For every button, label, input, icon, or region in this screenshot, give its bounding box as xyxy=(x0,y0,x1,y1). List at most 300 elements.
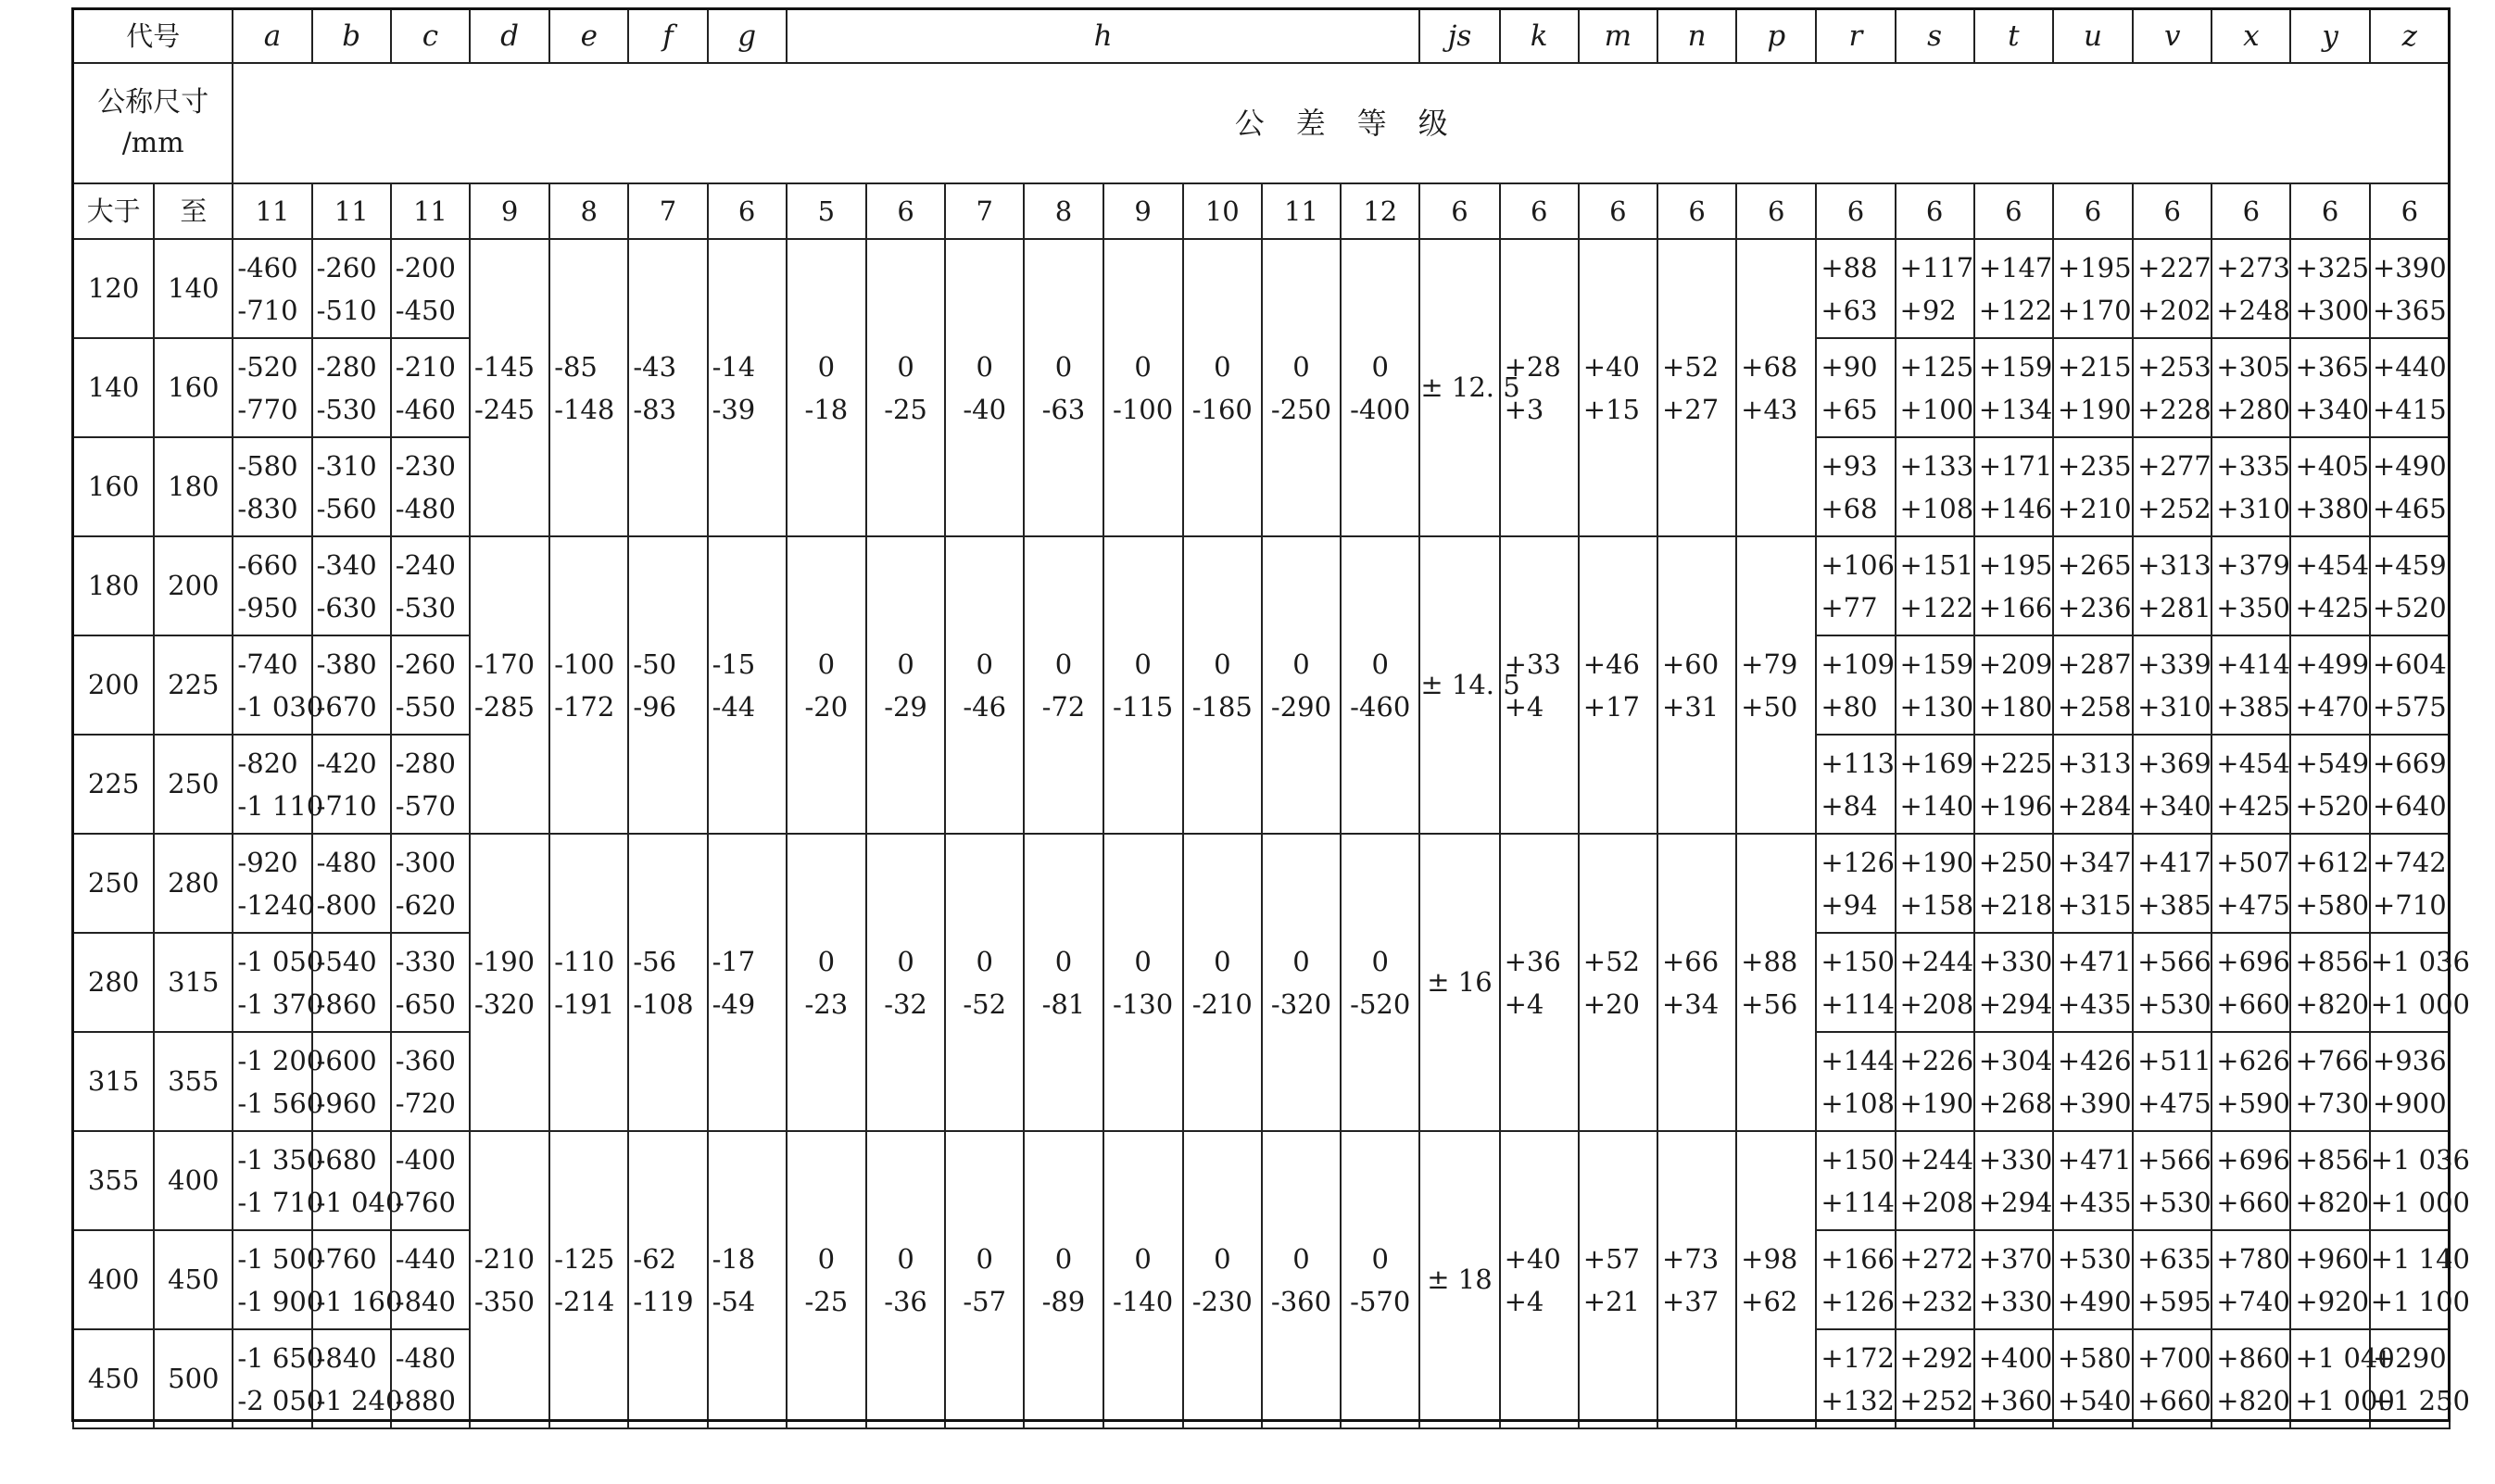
code-n: n xyxy=(1657,9,1736,63)
lower-deviation: +126 xyxy=(1821,1285,1895,1317)
lower-deviation: -770 xyxy=(237,393,298,425)
lower-deviation: -39 xyxy=(712,393,756,425)
upper-deviation: +126 xyxy=(1821,846,1895,878)
deviation-z xyxy=(2370,1329,2470,1428)
lower-deviation: +196 xyxy=(1978,789,2053,822)
deviation-b xyxy=(312,635,391,735)
upper-deviation: +369 xyxy=(2137,747,2211,779)
deviation-y xyxy=(2290,834,2369,933)
upper-deviation: +454 xyxy=(2216,747,2290,779)
lower-deviation: +166 xyxy=(1978,591,2053,623)
lower-deviation: +100 xyxy=(1899,393,1974,425)
tolerance-grade-caption xyxy=(233,63,2450,183)
deviation-n xyxy=(1657,239,1736,536)
upper-deviation: +227 xyxy=(2137,251,2211,283)
upper-deviation: -460 xyxy=(237,251,298,283)
lower-deviation: -25 xyxy=(884,393,927,425)
lower-deviation: +820 xyxy=(2216,1384,2290,1416)
code-row xyxy=(73,9,2450,63)
lower-deviation: +146 xyxy=(1978,492,2053,524)
lower-deviation: +575 xyxy=(2373,690,2447,723)
lower-deviation: -350 xyxy=(473,1285,536,1317)
lower-deviation: +31 xyxy=(1661,690,1720,723)
deviation-t xyxy=(1974,239,2053,338)
lower-deviation: -285 xyxy=(473,690,536,723)
deviation-z xyxy=(2370,735,2450,834)
deviation-t xyxy=(1974,1131,2053,1230)
deviation-a xyxy=(233,338,311,437)
deviation-h11 xyxy=(1262,536,1341,834)
lower-deviation: +114 xyxy=(1821,1186,1895,1218)
grade-cell: 6 xyxy=(2211,183,2290,239)
deviation-x xyxy=(2211,1230,2290,1329)
deviation-m xyxy=(1579,1131,1657,1428)
lower-deviation: +540 xyxy=(2057,1384,2132,1416)
code-r: r xyxy=(1816,9,1895,63)
upper-deviation: 0 xyxy=(1371,1242,1389,1275)
upper-deviation: +700 xyxy=(2137,1341,2211,1374)
lower-deviation: +385 xyxy=(2137,888,2211,921)
upper-deviation: 0 xyxy=(817,945,836,977)
lower-deviation: +340 xyxy=(2295,393,2370,425)
upper-deviation: 0 xyxy=(1214,1242,1231,1275)
upper-deviation: +195 xyxy=(1978,548,2053,581)
lower-deviation: +268 xyxy=(1978,1087,2053,1119)
upper-deviation: +66 xyxy=(1661,945,1720,977)
upper-deviation: -100 xyxy=(554,648,615,680)
deviation-c xyxy=(391,735,470,834)
deviation-y xyxy=(2290,1230,2369,1329)
deviation-v xyxy=(2133,834,2211,933)
lower-deviation: +740 xyxy=(2216,1285,2290,1317)
upper-deviation: +417 xyxy=(2137,846,2211,878)
deviation-a xyxy=(233,635,324,735)
lower-deviation: +390 xyxy=(2057,1087,2132,1119)
deviation-x xyxy=(2211,1032,2290,1131)
lower-deviation: +37 xyxy=(1661,1285,1720,1317)
deviation-d xyxy=(470,1131,549,1428)
upper-deviation: -15 xyxy=(712,648,756,680)
upper-deviation: +856 xyxy=(2295,1143,2370,1176)
deviation-n xyxy=(1657,1131,1736,1428)
lower-deviation: +132 xyxy=(1821,1384,1895,1416)
lower-deviation: -29 xyxy=(884,690,927,723)
code-k: k xyxy=(1500,9,1579,63)
lower-deviation: -96 xyxy=(633,690,677,723)
upper-deviation: 0 xyxy=(897,350,914,383)
upper-deviation: 0 xyxy=(976,350,993,383)
code-p: p xyxy=(1736,9,1816,63)
upper-deviation: 0 xyxy=(1054,350,1073,383)
deviation-h8 xyxy=(1024,536,1103,834)
deviation-c xyxy=(391,239,470,338)
lower-deviation: +80 xyxy=(1821,690,1878,723)
upper-deviation: 0 xyxy=(817,1242,836,1275)
deviation-t xyxy=(1974,338,2053,437)
deviation-e xyxy=(549,1131,628,1428)
lower-deviation: +1 000 xyxy=(2370,1186,2470,1218)
upper-deviation: +88 xyxy=(1821,251,1878,283)
upper-deviation: +580 xyxy=(2057,1341,2132,1374)
lower-deviation: +310 xyxy=(2137,690,2211,723)
lower-deviation: +280 xyxy=(2216,393,2290,425)
upper-deviation: -145 xyxy=(473,350,536,383)
deviation-e xyxy=(549,239,628,536)
deviation-b xyxy=(312,933,391,1032)
deviation-y xyxy=(2290,635,2369,735)
upper-deviation: +150 xyxy=(1821,945,1895,977)
lower-deviation: +77 xyxy=(1821,591,1878,623)
deviation-t xyxy=(1974,735,2053,834)
deviation-h8 xyxy=(1024,834,1103,1131)
size-to: 355 xyxy=(154,1032,233,1131)
code-js: js xyxy=(1419,9,1499,63)
to-label: 至 xyxy=(154,183,233,239)
deviation-h10 xyxy=(1183,1131,1262,1428)
upper-deviation: 0 xyxy=(976,1242,993,1275)
upper-deviation: 0 xyxy=(1134,945,1152,977)
grade-cell: 12 xyxy=(1341,183,1419,239)
lower-deviation: +84 xyxy=(1821,789,1878,822)
upper-deviation: +379 xyxy=(2216,548,2290,581)
lower-deviation: +228 xyxy=(2137,393,2211,425)
grade-cell: 6 xyxy=(1500,183,1579,239)
deviation-v xyxy=(2133,1131,2211,1230)
upper-deviation: -210 xyxy=(473,1242,536,1275)
lower-deviation: -1 900 xyxy=(237,1285,324,1317)
upper-deviation: +33 xyxy=(1504,648,1561,680)
table-row xyxy=(73,239,2450,338)
grade-cell: 6 xyxy=(1974,183,2053,239)
deviation-r xyxy=(1816,437,1895,536)
lower-deviation: -36 xyxy=(884,1285,927,1317)
upper-deviation: -310 xyxy=(316,449,377,482)
lower-deviation: +134 xyxy=(1978,393,2053,425)
upper-deviation: -400 xyxy=(395,1143,456,1176)
lower-deviation: +530 xyxy=(2137,1186,2211,1218)
deviation-p xyxy=(1736,834,1816,1131)
upper-deviation: +215 xyxy=(2057,350,2132,383)
lower-deviation: -119 xyxy=(633,1285,694,1317)
upper-deviation: +1 040 xyxy=(2295,1341,2395,1374)
upper-deviation: +98 xyxy=(1741,1242,1798,1275)
lower-deviation: -81 xyxy=(1041,987,1086,1020)
deviation-h5 xyxy=(787,536,866,834)
lower-deviation: +475 xyxy=(2216,888,2290,921)
deviation-a xyxy=(233,933,324,1032)
lower-deviation: -49 xyxy=(712,987,756,1020)
size-to: 280 xyxy=(154,834,233,933)
deviation-js: ± 18 xyxy=(1419,1131,1499,1428)
lower-deviation: -214 xyxy=(554,1285,615,1317)
deviation-h10 xyxy=(1183,239,1262,536)
deviation-h10 xyxy=(1183,834,1262,1131)
deviation-h9 xyxy=(1103,1131,1183,1428)
deviation-y xyxy=(2290,1131,2369,1230)
grade-cell: 6 xyxy=(1579,183,1657,239)
deviation-k xyxy=(1500,1131,1579,1428)
lower-deviation: +108 xyxy=(1899,492,1974,524)
lower-deviation: +4 xyxy=(1504,987,1544,1020)
deviation-u xyxy=(2053,1329,2133,1428)
upper-deviation: +440 xyxy=(2373,350,2447,383)
grade-cell: 10 xyxy=(1183,183,1262,239)
upper-deviation: -920 xyxy=(237,846,298,878)
lower-deviation: +425 xyxy=(2295,591,2370,623)
lower-deviation: +252 xyxy=(1899,1384,1974,1416)
grade-cell: 11 xyxy=(312,183,391,239)
deviation-e xyxy=(549,536,628,834)
lower-deviation: -191 xyxy=(554,987,615,1020)
upper-deviation: +696 xyxy=(2216,1143,2290,1176)
deviation-h7 xyxy=(945,536,1024,834)
upper-deviation: +235 xyxy=(2057,449,2132,482)
upper-deviation: +339 xyxy=(2137,648,2211,680)
deviation-s xyxy=(1896,1032,1974,1131)
code-u: u xyxy=(2053,9,2133,63)
upper-deviation: +190 xyxy=(1899,846,1974,878)
lower-deviation: +94 xyxy=(1821,888,1878,921)
deviation-t xyxy=(1974,437,2053,536)
size-over: 250 xyxy=(73,834,154,933)
upper-deviation: +1 140 xyxy=(2370,1242,2470,1275)
lower-deviation: -860 xyxy=(316,987,377,1020)
lower-deviation: +252 xyxy=(2137,492,2211,524)
lower-deviation: +660 xyxy=(2216,987,2290,1020)
deviation-r xyxy=(1816,1131,1895,1230)
deviation-s xyxy=(1896,437,1974,536)
upper-deviation: -1 050 xyxy=(237,945,324,977)
size-to: 500 xyxy=(154,1329,233,1428)
code-v: v xyxy=(2133,9,2211,63)
upper-deviation: -125 xyxy=(554,1242,615,1275)
deviation-v xyxy=(2133,1230,2211,1329)
upper-deviation: +860 xyxy=(2216,1341,2290,1374)
grade-cell: 6 xyxy=(1419,183,1499,239)
deviation-b xyxy=(312,834,391,933)
deviation-h6 xyxy=(866,536,945,834)
lower-deviation: +190 xyxy=(2057,393,2132,425)
upper-deviation: -62 xyxy=(633,1242,677,1275)
code-label: 代号 xyxy=(73,9,233,63)
deviation-h5 xyxy=(787,239,866,536)
upper-deviation: -760 xyxy=(316,1242,377,1275)
lower-deviation: +435 xyxy=(2057,1186,2132,1218)
deviation-r xyxy=(1816,635,1895,735)
lower-deviation: -160 xyxy=(1191,393,1253,425)
upper-deviation: +151 xyxy=(1899,548,1974,581)
lower-deviation: -1 040 xyxy=(316,1186,403,1218)
upper-deviation: +612 xyxy=(2295,846,2370,878)
code-b: b xyxy=(312,9,391,63)
upper-deviation: +109 xyxy=(1821,648,1895,680)
upper-deviation: +60 xyxy=(1661,648,1720,680)
upper-deviation: +209 xyxy=(1978,648,2053,680)
upper-deviation: +936 xyxy=(2373,1044,2447,1076)
lower-deviation: -800 xyxy=(316,888,377,921)
upper-deviation: +253 xyxy=(2137,350,2211,383)
size-over: 355 xyxy=(73,1131,154,1230)
lower-deviation: +34 xyxy=(1661,987,1720,1020)
upper-deviation: -380 xyxy=(316,648,377,680)
upper-deviation: -680 xyxy=(316,1143,377,1176)
upper-deviation: 0 xyxy=(1292,945,1310,977)
table-row xyxy=(73,1131,2450,1230)
code-h: h xyxy=(787,9,1420,63)
upper-deviation: +144 xyxy=(1821,1044,1895,1076)
deviation-t xyxy=(1974,933,2053,1032)
deviation-u xyxy=(2053,338,2133,437)
upper-deviation: +73 xyxy=(1661,1242,1720,1275)
upper-deviation: +36 xyxy=(1504,945,1561,977)
size-over: 140 xyxy=(73,338,154,437)
deviation-r xyxy=(1816,933,1895,1032)
lower-deviation: -185 xyxy=(1191,690,1253,723)
deviation-v xyxy=(2133,635,2211,735)
lower-deviation: -57 xyxy=(963,1285,1007,1317)
upper-deviation: +960 xyxy=(2295,1242,2370,1275)
lower-deviation: +1 100 xyxy=(2370,1285,2470,1317)
deviation-a xyxy=(233,536,311,635)
deviation-x xyxy=(2211,834,2290,933)
lower-deviation: +530 xyxy=(2137,987,2211,1020)
lower-deviation: -130 xyxy=(1113,987,1174,1020)
upper-deviation: +68 xyxy=(1741,350,1798,383)
lower-deviation: -25 xyxy=(804,1285,849,1317)
lower-deviation: +122 xyxy=(1978,294,2053,326)
deviation-z xyxy=(2370,239,2450,338)
lower-deviation: +580 xyxy=(2295,888,2370,921)
lower-deviation: +122 xyxy=(1899,591,1974,623)
lower-deviation: -570 xyxy=(395,789,456,822)
lower-deviation: -320 xyxy=(1270,987,1332,1020)
lower-deviation: +15 xyxy=(1582,393,1640,425)
upper-deviation: -480 xyxy=(316,846,377,878)
deviation-js: ± 16 xyxy=(1419,834,1499,1131)
deviation-c xyxy=(391,933,470,1032)
upper-deviation: +604 xyxy=(2373,648,2447,680)
upper-deviation: +1 036 xyxy=(2370,945,2470,977)
lower-deviation: -400 xyxy=(1350,393,1411,425)
lower-deviation: +520 xyxy=(2295,789,2370,822)
deviation-c xyxy=(391,635,470,735)
lower-deviation: +65 xyxy=(1821,393,1878,425)
upper-deviation: +133 xyxy=(1899,449,1974,482)
lower-deviation: +425 xyxy=(2216,789,2290,822)
upper-deviation: +46 xyxy=(1582,648,1640,680)
lower-deviation: -570 xyxy=(1350,1285,1411,1317)
grade-row xyxy=(73,183,2450,239)
upper-deviation: +499 xyxy=(2295,648,2370,680)
deviation-s xyxy=(1896,635,1974,735)
lower-deviation: +1 250 xyxy=(2370,1384,2470,1416)
deviation-f xyxy=(628,536,707,834)
deviation-h7 xyxy=(945,834,1024,1131)
deviation-c xyxy=(391,834,470,933)
deviation-u xyxy=(2053,1032,2133,1131)
upper-deviation: +471 xyxy=(2057,945,2132,977)
grade-cell: 6 xyxy=(708,183,787,239)
code-a: a xyxy=(233,9,311,63)
upper-deviation: +28 xyxy=(1504,350,1561,383)
lower-deviation: -720 xyxy=(395,1087,456,1119)
upper-deviation: +335 xyxy=(2216,449,2290,482)
upper-deviation: +244 xyxy=(1899,1143,1974,1176)
upper-deviation: -85 xyxy=(554,350,598,383)
upper-deviation: +225 xyxy=(1978,747,2053,779)
upper-deviation: +400 xyxy=(1978,1341,2053,1374)
deviation-b xyxy=(312,735,391,834)
lower-deviation: +92 xyxy=(1899,294,1957,326)
lower-deviation: -1 030 xyxy=(237,690,324,723)
upper-deviation: -210 xyxy=(395,350,456,383)
lower-deviation: -840 xyxy=(395,1285,456,1317)
size-to: 200 xyxy=(154,536,233,635)
size-to: 225 xyxy=(154,635,233,735)
deviation-z xyxy=(2370,635,2450,735)
upper-deviation: 0 xyxy=(1292,350,1310,383)
deviation-c xyxy=(391,1230,470,1329)
lower-deviation: +330 xyxy=(1978,1285,2053,1317)
lower-deviation: -54 xyxy=(712,1285,756,1317)
upper-deviation: +490 xyxy=(2373,449,2447,482)
upper-deviation: +287 xyxy=(2057,648,2132,680)
deviation-h8 xyxy=(1024,1131,1103,1428)
deviation-h12 xyxy=(1341,834,1419,1131)
lower-deviation: -1240 xyxy=(237,888,316,921)
lower-deviation: -32 xyxy=(884,987,927,1020)
lower-deviation: -710 xyxy=(237,294,298,326)
upper-deviation: +766 xyxy=(2295,1044,2370,1076)
deviation-d xyxy=(470,239,549,536)
upper-deviation: -340 xyxy=(316,548,377,581)
deviation-h9 xyxy=(1103,536,1183,834)
lower-deviation: -480 xyxy=(395,492,456,524)
lower-deviation: +208 xyxy=(1899,1186,1974,1218)
upper-deviation: 0 xyxy=(1134,1242,1152,1275)
deviation-t xyxy=(1974,1230,2053,1329)
lower-deviation: +310 xyxy=(2216,492,2290,524)
deviation-x xyxy=(2211,1329,2290,1428)
table-row xyxy=(73,834,2450,933)
upper-deviation: -1 200 xyxy=(237,1044,324,1076)
deviation-g xyxy=(708,834,787,1131)
lower-deviation: +248 xyxy=(2216,294,2290,326)
lower-deviation: +730 xyxy=(2295,1087,2370,1119)
deviation-b xyxy=(312,1230,403,1329)
upper-deviation: +405 xyxy=(2295,449,2370,482)
upper-deviation: 0 xyxy=(1292,648,1310,680)
grade-cell: 11 xyxy=(233,183,311,239)
upper-deviation: +1 036 xyxy=(2370,1143,2470,1176)
size-to: 160 xyxy=(154,338,233,437)
lower-deviation: -620 xyxy=(395,888,456,921)
lower-deviation: +170 xyxy=(2057,294,2132,326)
deviation-t xyxy=(1974,834,2053,933)
deviation-b xyxy=(312,338,391,437)
size-over: 200 xyxy=(73,635,154,735)
upper-deviation: +530 xyxy=(2057,1242,2132,1275)
upper-deviation: +169 xyxy=(1899,747,1974,779)
deviation-h5 xyxy=(787,834,866,1131)
lower-deviation: +21 xyxy=(1582,1285,1640,1317)
upper-deviation: +40 xyxy=(1582,350,1640,383)
upper-deviation: +195 xyxy=(2057,251,2132,283)
deviation-y xyxy=(2290,1329,2395,1428)
lower-deviation: -1 710 xyxy=(237,1186,324,1218)
upper-deviation: 0 xyxy=(817,350,836,383)
size-to: 400 xyxy=(154,1131,233,1230)
